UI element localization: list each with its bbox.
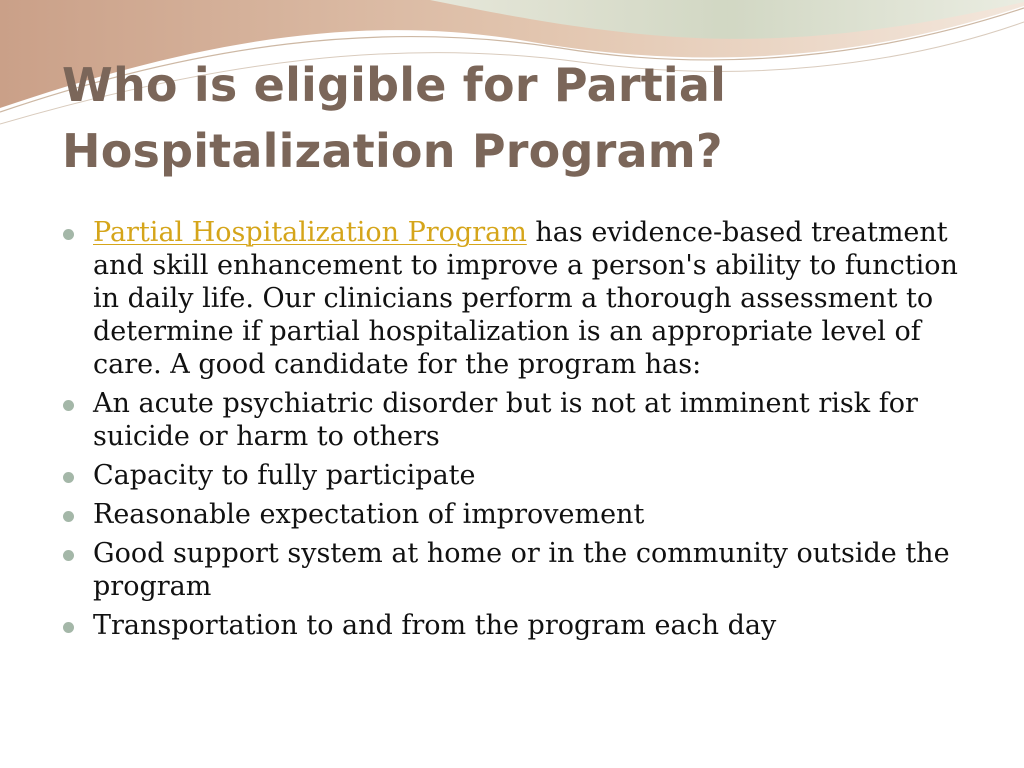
bullet-list	[62, 216, 982, 648]
bullet-text: Good support system at home or in the community outside the program	[93, 538, 950, 602]
intro-text: has evidence-based treatment and skill enhancement to improve a person's ability to function in daily life. Our clinicians perform a thorough assessment to determine if partial hospitalization is an appropriate level of care. A good candidate for the program has:	[93, 217, 958, 380]
slide-title	[62, 52, 962, 184]
bullet-item-expectation	[62, 498, 982, 531]
partial-hospitalization-program-link[interactable]: Partial Hospitalization Program	[93, 217, 527, 248]
bullet-text: Reasonable expectation of improvement	[93, 499, 645, 530]
bullet-text: Capacity to fully participate	[93, 460, 476, 491]
bullet-item-capacity	[62, 459, 982, 492]
bullet-icon	[63, 622, 74, 633]
bullet-text: Transportation to and from the program each day	[93, 610, 777, 641]
bullet-icon	[63, 472, 74, 483]
bullet-icon	[63, 550, 74, 561]
slide-title-line-2: Hospitalization Program?	[62, 124, 723, 178]
bullet-icon	[63, 400, 74, 411]
bullet-icon	[63, 511, 74, 522]
slide-title-line-1: Who is eligible for Partial	[62, 58, 727, 112]
bullet-icon	[63, 229, 74, 240]
bullet-item-support-system	[62, 537, 982, 603]
bullet-item-intro	[62, 216, 982, 381]
bullet-text: An acute psychiatric disorder but is not at imminent risk for suicide or harm to others	[93, 388, 918, 452]
bullet-item-acute-disorder	[62, 387, 982, 453]
bullet-item-transportation	[62, 609, 982, 642]
